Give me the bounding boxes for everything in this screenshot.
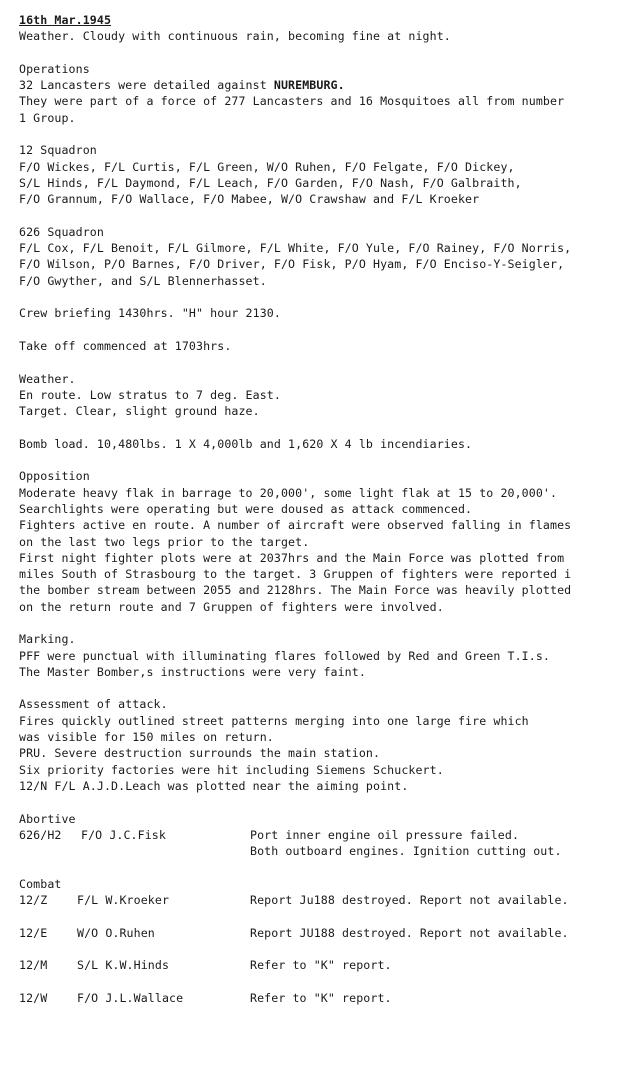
opposition-line: Moderate heavy flak in barrage to 20,000', some light flak at 15 to 20,000'. <box>19 485 558 500</box>
operations-heading: Operations <box>19 61 90 76</box>
opposition-line: on the return route and 7 Gruppen of fighters were involved. <box>19 599 444 614</box>
abortive-reason: Port inner engine oil pressure failed. <box>250 827 520 842</box>
abortive-aircraft: 626/H2 <box>19 827 62 842</box>
operations-target: NUREMBURG. <box>273 78 345 93</box>
combat-row <box>19 957 636 973</box>
opposition-line: First night fighter plots were at 2037hrs and the Main Force was plotted from <box>19 550 565 565</box>
squadron-626-crew-line: F/L Cox, F/L Benoit, F/L Gilmore, F/L White, F/O Yule, F/O Rainey, F/O Norris, <box>19 241 572 256</box>
squadron-12-heading: 12 Squadron <box>19 143 97 158</box>
entry-date: 16th Mar.1945 <box>19 13 112 27</box>
combat-aircraft: 12/E <box>19 925 48 940</box>
bomb-load: Bomb load. 10,480lbs. 1 X 4,000lb and 1,620 X 4 lb incendiaries. <box>19 436 473 451</box>
assessment-line: Fires quickly outlined street patterns merging into one large fire which <box>19 713 529 728</box>
abortive-row-continued <box>19 843 636 859</box>
operations-record-page <box>19 12 636 1006</box>
abortive-row <box>19 827 636 843</box>
combat-crew: W/O O.Ruhen <box>77 925 155 940</box>
weather-heading: Weather. <box>19 371 76 386</box>
combat-report: Refer to "K" report. <box>250 958 392 973</box>
abortive-reason: Both outboard engines. Ignition cutting out. <box>250 844 562 859</box>
take-off: Take off commenced at 1703hrs. <box>19 338 232 353</box>
squadron-12-crew-line: F/O Wickes, F/L Curtis, F/L Green, W/O Ruhen, F/O Felgate, F/O Dickey, <box>19 159 515 174</box>
combat-row <box>19 990 636 1006</box>
marking-line: PFF were punctual with illuminating flares followed by Red and Green T.I.s. <box>19 648 551 663</box>
opposition-line: Searchlights were operating but were doused as attack commenced. <box>19 501 473 516</box>
combat-crew: S/L K.W.Hinds <box>77 958 170 973</box>
squadron-626-heading: 626 Squadron <box>19 224 104 239</box>
combat-crew: F/L W.Kroeker <box>77 893 170 908</box>
marking-line: The Master Bomber,s instructions were very faint. <box>19 664 366 679</box>
combat-aircraft: 12/M <box>19 958 48 973</box>
operations-line-2: They were part of a force of 277 Lancasters and 16 Mosquitoes all from number <box>19 94 565 109</box>
assessment-line: Six priority factories were hit including Siemens Schuckert. <box>19 762 444 777</box>
assessment-heading: Assessment of attack. <box>19 697 168 712</box>
combat-aircraft: 12/Z <box>19 893 48 908</box>
assessment-line: 12/N F/L A.J.D.Leach was plotted near the aiming point. <box>19 778 409 793</box>
weather-summary: Weather. Cloudy with continuous rain, becoming fine at night. <box>19 29 451 44</box>
combat-aircraft: 12/W <box>19 990 48 1005</box>
operations-line-1-text: 32 Lancasters were detailed against <box>19 78 274 93</box>
squadron-12-crew-line: S/L Hinds, F/L Daymond, F/L Leach, F/O Garden, F/O Nash, F/O Galbraith, <box>19 175 522 190</box>
abortive-heading: Abortive <box>19 811 76 826</box>
crew-briefing: Crew briefing 1430hrs. "H" hour 2130. <box>19 306 281 321</box>
squadron-12-crew-line: F/O Grannum, F/O Wallace, F/O Mabee, W/O Crawshaw and F/L Kroeker <box>19 192 480 207</box>
operations-line-3: 1 Group. <box>19 110 76 125</box>
combat-heading: Combat <box>19 876 62 891</box>
opposition-heading: Opposition <box>19 469 90 484</box>
marking-heading: Marking. <box>19 632 76 647</box>
combat-crew: F/O J.L.Wallace <box>77 990 184 1005</box>
squadron-626-crew-line: F/O Wilson, P/O Barnes, F/O Driver, F/O Fisk, P/O Hyam, F/O Enciso-Y-Seigler, <box>19 257 565 272</box>
opposition-line: miles South of Strasbourg to the target. 3 Gruppen of fighters were reported i <box>19 567 572 582</box>
operations-line-1 <box>19 77 636 93</box>
combat-report: Report Ju188 destroyed. Report not available. <box>250 893 569 908</box>
opposition-line: Fighters active en route. A number of aircraft were observed falling in flames <box>19 518 572 533</box>
combat-row <box>19 892 636 908</box>
assessment-line: PRU. Severe destruction surrounds the main station. <box>19 746 381 761</box>
assessment-line: was visible for 150 miles on return. <box>19 730 274 745</box>
abortive-crew: F/O J.C.Fisk <box>81 827 166 842</box>
opposition-line: the bomber stream between 2055 and 2128hrs. The Main Force was heavily plotted <box>19 583 572 598</box>
weather-en-route: En route. Low stratus to 7 deg. East. <box>19 387 281 402</box>
combat-report: Refer to "K" report. <box>250 990 392 1005</box>
weather-target: Target. Clear, slight ground haze. <box>19 404 260 419</box>
opposition-line: on the last two legs prior to the target. <box>19 534 310 549</box>
combat-row <box>19 925 636 941</box>
squadron-626-crew-line: F/O Gwyther, and S/L Blennerhasset. <box>19 273 267 288</box>
combat-report: Report JU188 destroyed. Report not available. <box>250 925 569 940</box>
